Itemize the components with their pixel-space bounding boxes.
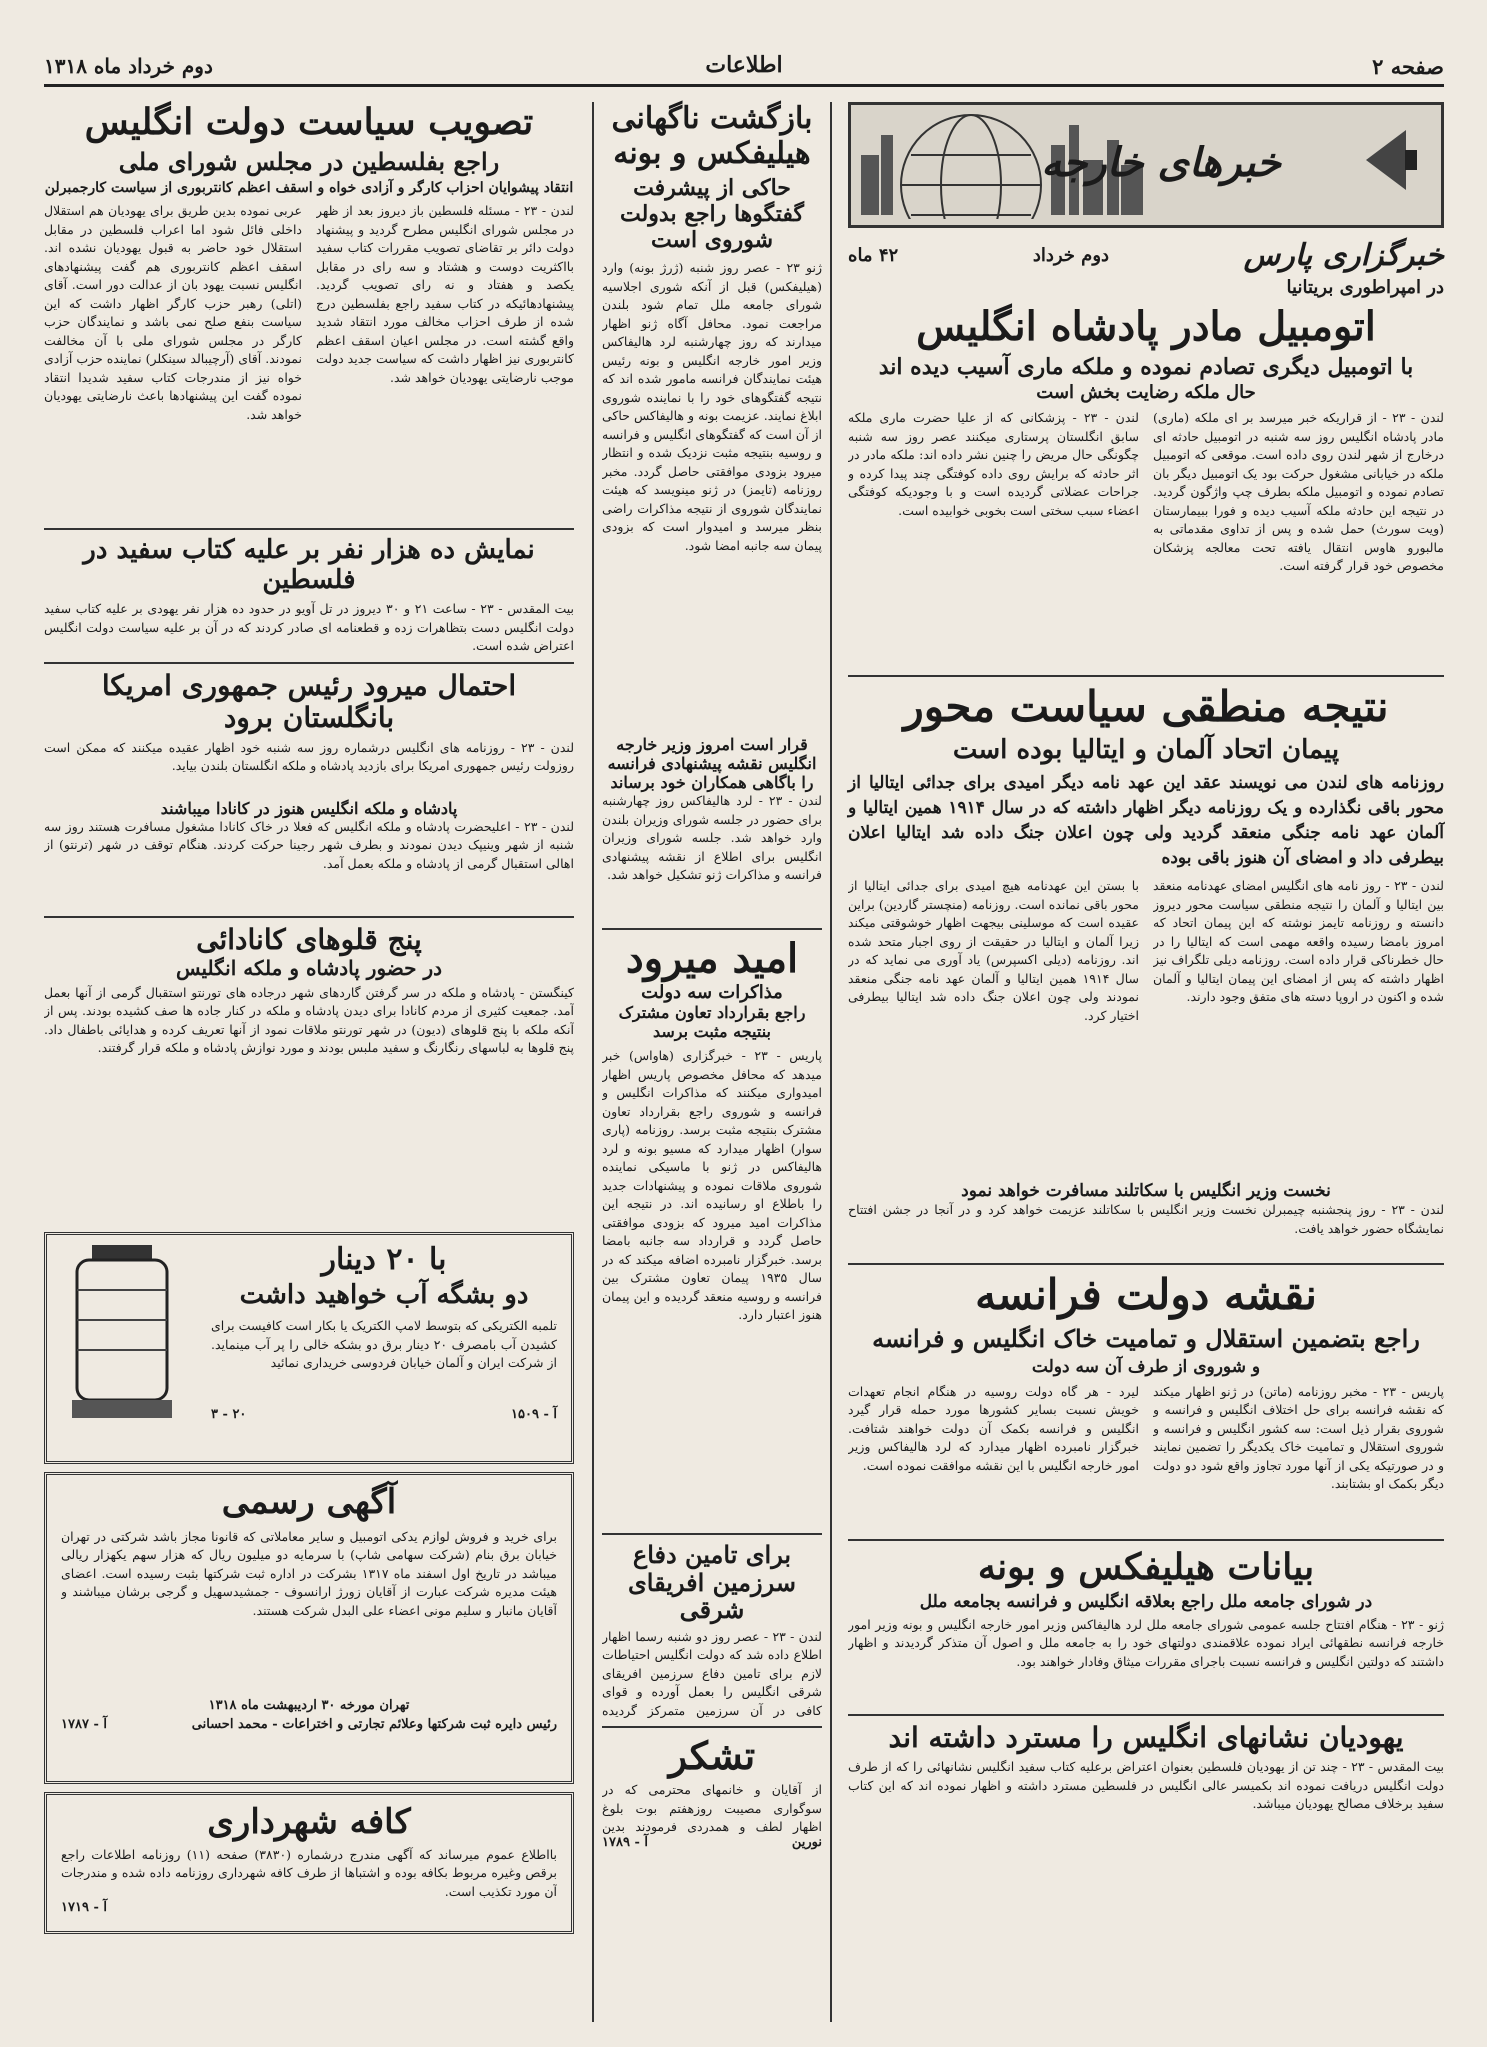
subhead-french-plan: راجع بتضمین استقلال و تمامیت خاک انگلیس و فرانسه [872,1323,1420,1353]
article-text: لندن - ۲۳ - روز پنجشنبه چیمبرلن نخست وزیر انگلیس با سکاتلند عزیمت خواهد کرد و در آنجا در جشن افتتاح نمایشگاه حضور خواهد یافت. [848,1202,1444,1236]
headline-quintuplets: پنج قلوهای کانادائی [196,922,422,956]
headline-hope: امید میرود [625,935,799,982]
article-text: لندن - ۲۳ - لرد هالیفاکس روز چهارشنبه برای حضور در جلسه شورای وزیران بلندن وارد خواهد شد. جلسه شورای وزیران انگلیس برای اطلاع از نقشه پیشنهادی فرانسه و مذاکرات ژنو تشکیل خواهد شد. [602,793,822,882]
agency-date: دوم خرداد [1032,245,1110,266]
subhead-proposal: قرار است امروز وزیر خارجه انگلیس نقشه پیشنهادی فرانسه را باگاهی همکاران خود برساند [607,735,817,792]
section-label: در امپراطوری بریتانیا [1286,277,1444,298]
article-text: لندن - ۲۳ - عصر روز دو شنبه رسما اظهار اطلاع داده شد که دولت انگلیس احتیاطات لازم برای تامین دفاع سرزمین افریقای شرقی انگلیس را بعمل آورده و قوای کافی در آن سرزمین متمرکز گردیده [602,1628,822,1718]
ad-ref: آ - ۱۷۸۹ [602,1835,648,1851]
left-column [44,102,574,2022]
notice-date: تهران مورخه ۳۰ اردیبهشت ماه ۱۳۱۸ [208,1697,410,1713]
article-text: ژنو - ۲۳ - هنگام افتتاح جلسه عمومی شورای جامعه ملل لرد هالیفاکس وزیر امور خارجه انگلیس و بونه وزیر امور خارجه فرانسه نطقهائی ایراد نموده علاقمندی دولتهای خود را به جامعه ملل و اصول آن متذکر گردیدند و اظهار داشتند که دولتین انگلیس و فرانسه نسبت باجرای مقررات میثاق وفادار خواهند بود. [848,1616,1444,1669]
headline-axis: نتیجه منطقی سیاست محور [903,682,1389,731]
subhead-quintuplets: در حضور پادشاه و ملکه انگلیس [175,955,443,980]
article-text: بیت المقدس - ۲۳ - ساعت ۲۱ و ۳۰ دیروز در تل آویو در حدود ده هزار نفر یهودی بر علیه کتاب سفید دولت انگلیس دست بتظاهرات زده و قطعنامه ای صادر کردند که در آن بر علیه سیاست دولت انگلیس اعتراض شده است. [44,601,574,654]
ad-body: تلمبه الکتریکی که بتوسط لامپ الکتریک یا بکار است کافیست برای کشیدن آب بامصرف ۲۰ دینار برق دو بشکه خالی را پر آب مینماید. از شرکت ایران و آلمان خیابان فردوسی خریداری نمائید [211,1318,557,1371]
right-column [848,102,1444,2022]
agency-name: خبرگزاری پارس [1243,238,1444,273]
agency-bulletin: ۴۲ ماه [848,245,899,266]
article-text: لندن - ۲۳ - مسئله فلسطین باز دیروز بعد از ظهر در مجلس شورای انگلیس مطرح گردید و پیشنهاد دولت دائر بر تقاضای تصویب مقررات کتاب سفید بااکثریت دوست و هشتاد و سه رای در مقابل یکصد و هفتاد و نه رای تصویب گردید. پیشنهادهائیکه در کتاب سفید راجع بفلسطین درج شده از طرف احزاب مخالف مورد انتقاد شدید واقع گشته است. در مجلس اعیان اسقف اعظم کانتربوری نیز اظهار داشت که سیاست جدید دولت موجب نارضایتی یهودیان خواهد شد. [316,203,574,385]
ad-headline2: دو بشگه آب خواهید داشت [239,1280,529,1311]
headline-queen-mary: اتومبیل مادر پادشاه انگلیس [916,303,1376,350]
subhead-axis: پیمان اتحاد آلمان و ایتالیا بوده است [952,735,1340,766]
article-text: کینگستن - پادشاه و ملکه در سر گرفتن گاردهای شهر درجاده های تورنتو استقبال گرمی از آنها بعمل آمد. جمعیت کثیری از مردم کانادا برای دیدن پادشاه و ملکه در کنار جاده ها صف کشیده بودند. پس از آنکه ملکه با پنج قلوهای (دیون) در شهر تورنتو ملاقات نمود از آنها تعریف کرده و هدایائی باطفال داد. پنج قلوها به لباسهای رنگارنگ و سفید ملبس بودند و مورد نوازش پادشاه و ملکه قرار گرفتند. [44,984,574,1056]
headline-roosevelt: احتمال میرود رئیس جمهوری امریکا بانگلستان برود [101,669,517,735]
subhead2-queen-mary: حال ملکه رضایت بخش است [1036,382,1256,403]
headline-east-africa: برای تامین دفاع سرزمین افریقای شرقی [628,1540,796,1625]
headline-demonstration: نمایش ده هزار نفر بر علیه کتاب سفید در فلسطین [83,535,535,596]
subhead2-french-plan: و شوروی از طرف آن سه دولت [1031,1356,1261,1377]
subhead2-hope: راجع بقرارداد تعاون مشترک بنتیجه مثبت برسد [618,1003,806,1041]
cafe-body: بااطلاع عموم میرساند که آگهی مندرج درشماره (۳۸۳۰) صفحه (۱۱) روزنامه اطلاعات راجع برقص وغیره مربوط بکافه بوده و اشتباها از طرف کافه شهرداری روزنامه داده شده و مندرجات آن مورد تکذیب است. [61,1846,557,1899]
notice-body: برای خرید و فروش لوازم یدکی اتومبیل و سایر معاملاتی که قانونا مجاز باشد شرکتی در تهران خیابان برق بنام (شرکت سهامی شاپ) با سرمایه دو میلیون ریال که هزار سهم یکهزار ریالی میباشد در تاریخ اول اسفند ماه ۱۳۱۷ بشرکت در اداره ثبت شرکتها بثبت رسیده است. اعضای هیئت مدیره شرکت عبارت از آقایان زورژ ارانسوف - جمشیدسهیل و گرجی برشان میباشند و آقایان مانبار و سلیم مونی اعضاء علی البدل شرکت هستند. [61,1528,557,1618]
lede-axis: روزنامه های لندن می نویسند عقد این عهد نامه دیگر امیدی برای جدائی ایتالیا از محور باقی نگذارده و یک روزنامه دیگر اظهار داشته که در سال ۱۹۱۴ همین ایتالیا و آلمان عهد نامه جنگی منعقد گردید ولی چون اعلان جنگ داده شد ایتالیا اعلان بیطرفی داد و امضای آن هنوز باقی بوده [848,773,1444,869]
article-text: پاریس - ۲۳ - خبرگزاری (هاواس) خبر میدهد که محافل مخصوص پاریس اظهار امیدواری میکنند که مذاکرات انگلیس و فرانسه و شوروی راجع بقرارداد تعاون مشترک بنتیجه مثبت برسد. روزنامه (پاری سوار) اظهار میدارد که مسیو بونه و لرد هالیفاکس در ژنو با ماسیکی نماینده شوروی ملاقات نموده و پیشنهادات جدید را باطلاع او رسانیده اند. در نتیجه این مذاکرات امید میرود که بزودی موافقتی حاصل گردد و قرارداد سه جانبه بامضا برسد. خبرگزار نامبرده اضافه میکند که در سال ۱۹۳۵ پیمان تعاون مشترک بین فرانسه و روسیه منعقد گردیده و این پیمان هنوز اعتبار دارد. [602,1048,822,1322]
cafe-title: کافه شهرداری [207,1801,411,1842]
notice-title: آگهی رسمی [221,1481,397,1522]
middle-column [592,102,832,2022]
newspaper-page [44,40,1444,2025]
article-text: از آقایان و خانمهای محترمی که در سوگواری مصیبت روزهفتم بوت بلوغ اظهار لطف و همدردی فرمودند بدین [602,1782,822,1835]
article-text: لندن - ۲۳ - اعلیحضرت پادشاه و ملکه انگلیس که فعلا در خاک کانادا مشغول مسافرت هستند روز سه شنبه از شهر وینیپک دیدن نمودند و بطرف شهر رجینا حرکت کردند. هنگام توقف در شهر (ترنتو) از اهالی استقبال گرمی از پادشاه و ملکه بعمل آمد. [44,818,574,871]
headline-thanks: تشکر [668,1732,756,1778]
cafe-notice [44,1792,574,1934]
issue-date: دوم خرداد ماه ۱۳۱۸ [44,54,213,78]
headline-jews-medals: یهودیان نشانهای انگلیس را مسترد داشته اند [888,1720,1404,1754]
gramophone-icon [1361,120,1421,200]
cafe-ref: آ - ۱۷۱۹ [61,1899,107,1915]
article-text: با بستن این عهدنامه هیچ امیدی برای جدائی ایتالیا از محور باقی نمانده است. روزنامه (منچستر گاردین) براین عقیده است که موسلینی بیجهت اظهار خوشوقتی میکند زیرا آلمان و ایتالیا در حقیقت از روی اجبار متحد شده اند. روزنامه (دیلی اکسپرس) یاد آوری می نماید که در سال ۱۹۱۴ همین ایتالیا و آلمان عهد نامه جنگی منعقد نمودند ولی چون اعلان جنگ داده شد ایتالیا بیطرفی اختیار کرد. [848,878,1139,1023]
headline-palestine-policy: تصویب سیاست دولت انگلیس [84,101,534,143]
subhead-statements: در شورای جامعه ملل راجع بعلاقه انگلیس و فرانسه بجامعه ملل [919,1591,1373,1612]
subhead-hope: مذاکرات سه دولت [641,982,783,1003]
subhead2-palestine-policy: انتقاد پیشوایان احزاب کارگر و آزادی خواه و اسقف اعظم کانتربوری از سیاست کارجمبرلن [44,180,574,197]
agency-row [848,238,1444,273]
subhead-return: حاکی از پیشرفت گفتگوها راجع بدولت شوروی است [619,175,805,253]
newspaper-name: اطلاعات [705,52,783,78]
notice-ref: آ - ۱۷۸۷ [61,1716,107,1732]
page-number: صفحه ۲ [1372,54,1444,79]
notice-sign: رئیس دایره ثبت شرکتها وعلائم تجارتی و اختراعات - محمد احسانی [191,1716,557,1732]
headline-french-plan: نقشه دولت فرانسه [975,1270,1317,1320]
article-text: بیت المقدس - ۲۳ - چند تن از یهودیان فلسطین بعنوان اعتراض برعلیه کتاب سفید انگلیس نشانهائی را که از طرف دولت انگلیس دریافت نموده اند بکمیسر عالی انگلیس در فلسطین مسترد داشته و اظهار نموده اند که این کتاب سفید برخلاف مصالح یهودیان میباشد. [848,1759,1444,1812]
ad-sign: نورین [791,1835,822,1851]
subhead-king-canada: پادشاه و ملکه انگلیس هنوز در کانادا میباشند [160,798,458,818]
ad-ref: ۲۰ - ۳ [211,1407,247,1423]
headline-statements: بیانات هیلیفکس و بونه [977,1545,1315,1588]
article-text: ژنو ۲۳ - عصر روز شنبه (ژرژ بونه) وارد (هیلیفکس) قبل از آنکه شوری اجلاسیه شورای جامعه ملل تمام شود بلندن مراجعت نمود. محافل آگاه ژنو اظهار میدارند که روز چهارشنبه لرد هالیفاکس وزیر امور خارجه انگلیس و بونه رئیس هیئت نمایندگان فرانسه مامور شده اند که نتیجه گفتگوهای خود را با نماینده شوروی ابلاغ نمایند. عزیمت بونه و هالیفاکس حاکی از آن است که گفتگوهای انگلیس و فرانسه و روسیه بنتیجه مثبت نزدیک شده و انتظار میرود بزودی موافقتی حاصل گردد. مخبر روزنامه (تایمز) در ژنو مینویسد که هیئت نمایندگان شوروی از نتیجه مذاکرات راضی بنظر میرسد و امیدوار است که بزودی پیمان سه جانبه امضا شود. [602,260,822,553]
water-pump-ad [44,1232,574,1464]
subhead-palestine-policy: راجع بفلسطین در مجلس شورای ملی [118,147,500,177]
ad-headline: با ۲۰ دینار [321,1241,447,1277]
article-text: لندن - ۲۳ - پزشکانی که از علیا حضرت ماری ملکه سابق انگلستان پرستاری میکنند عصر روز سه شنبه چگونگی حال مریض را چنین نشر داده اند: ملکه مادر در اثر حادثه که برایش روی داده کوفتگی چند پیدا کرده و جراحات عضلاتی گردیده است و با وجودیکه کوفتگی اعضاء سبب سختی است بخوبی خوابیده است. [848,410,1139,518]
ad-ref: آ - ۱۵۰۹ [511,1407,557,1423]
official-notice [44,1472,574,1784]
banner-title: خبرهای خارجه [1041,139,1281,186]
article-text: عربی نموده بدین طریق برای یهودیان هم استقلال داخلی فائل شود اما اعراب فلسطین در مقابل استقلال خود حاضر به قبول یهودیان نشده اند. اسقف اعظم کانتربوری هم گفت پیشنهادهای انگلیس نسبت یهود بان از عدالت دور است. آقای (اتلی) رهبر حزب کارگر اظهار داشت که این سیاست بنفع صلح نمی باشد و نمایندگان حزب کارگر در مجلس شورای ملی با آن مخالفت نمودند. آقای (آرچیبالد سینکلر) نماینده حزب آزادی خواه نیز از مندرجات کتاب سفید شدیدا انتقاد نموده گفت این پیشنهادها باعث نارضایتی یهودیان خواهد شد. [44,203,302,422]
masthead [44,40,1444,87]
article-text: لیرد - هر گاه دولت روسیه در هنگام انجام تعهدات خویش نسبت بسایر کشورها مورد حمله قرار گیرد انگلیس و فرانسه بکمک آن دولت خواهند شتافت. خبرگزار نامبرده اظهار میدارد که لرد هالیفاکس وزیر امور خارجه انگلیس با این نقشه موافقت نموده است. [848,1383,1139,1473]
article-text: پاریس - ۲۳ - مخبر روزنامه (ماتن) در ژنو اظهار میکند که نقشه فرانسه برای حل اختلاف انگلیس و فرانسه و شوروی بقرار ذیل است: سه کشور انگلیس و فرانسه و شوروی استقلال و تمامیت خاک یکدیگر را تضمین نمایند و در صورتیکه یکی از آنها مورد تجاوز واقع شود دو دولت دیگر بکمک او بشتابند. [1153,1383,1444,1492]
subhead-chamberlain: نخست وزیر انگلیس با سکاتلند مسافرت خواهد نمود [961,1181,1331,1202]
water-pump-icon [57,1240,187,1440]
article-text: لندن - ۲۳ - از قراریکه خبر میرسد بر ای ملکه (ماری) مادر پادشاه انگلیس روز سه شنبه در اتومبیل حادثه ای درخارج از شهر لندن روی داده است. موقعی که اتومبیل ملکه در خیابانی مشغول حرکت بود یک اتومبیل دیگر بان تصادم نموده و اتومبیل ملکه بطرف چپ واژگون گردید. در نتیجه این حادثه ملکه آسیب دیده و فورا ببیمارستان (ویت سورث) حمل شده و پس از تداوی مقدماتی به مالبورو هاوس انتقال یافته تحت معالجه پزشکان مخصوص خود قرار گرفته است. [1153,410,1444,573]
foreign-news-banner [848,102,1444,228]
article-text: لندن - ۲۳ - روز نامه های انگلیس امضای عهدنامه منعقد بین ایتالیا و آلمان را نتیجه منطقی سیاست محور دیروز دانسته و روزنامه تایمز نوشته که این پیمان اتحاد که امروز بامضا رسیده واقعه مهمی است که ایتالیا را در حال خطرناکی قرار داده است. روزنامه دیلی تلگراف نیز اظهار داشته که پس از امضای این پیمان ایتالیا و آلمان شده و اکنون در اروپا دسته های متفق وجود دارند. [1153,878,1444,1005]
subhead-queen-mary: با اتومبیل دیگری تصادم نموده و ملکه ماری آسیب دیده اند [878,354,1414,380]
article-text: لندن - ۲۳ - روزنامه های انگلیس درشماره روز سه شنبه خود اظهار عقیده میکنند که ممکن است روزولت رئیس جمهوری امریکا برای بازدید پادشاه و ملکه انگلستان بلندن بیاید. [44,739,574,774]
headline-return: بازگشت ناگهانی هیلیفکس و بونه [611,101,813,171]
